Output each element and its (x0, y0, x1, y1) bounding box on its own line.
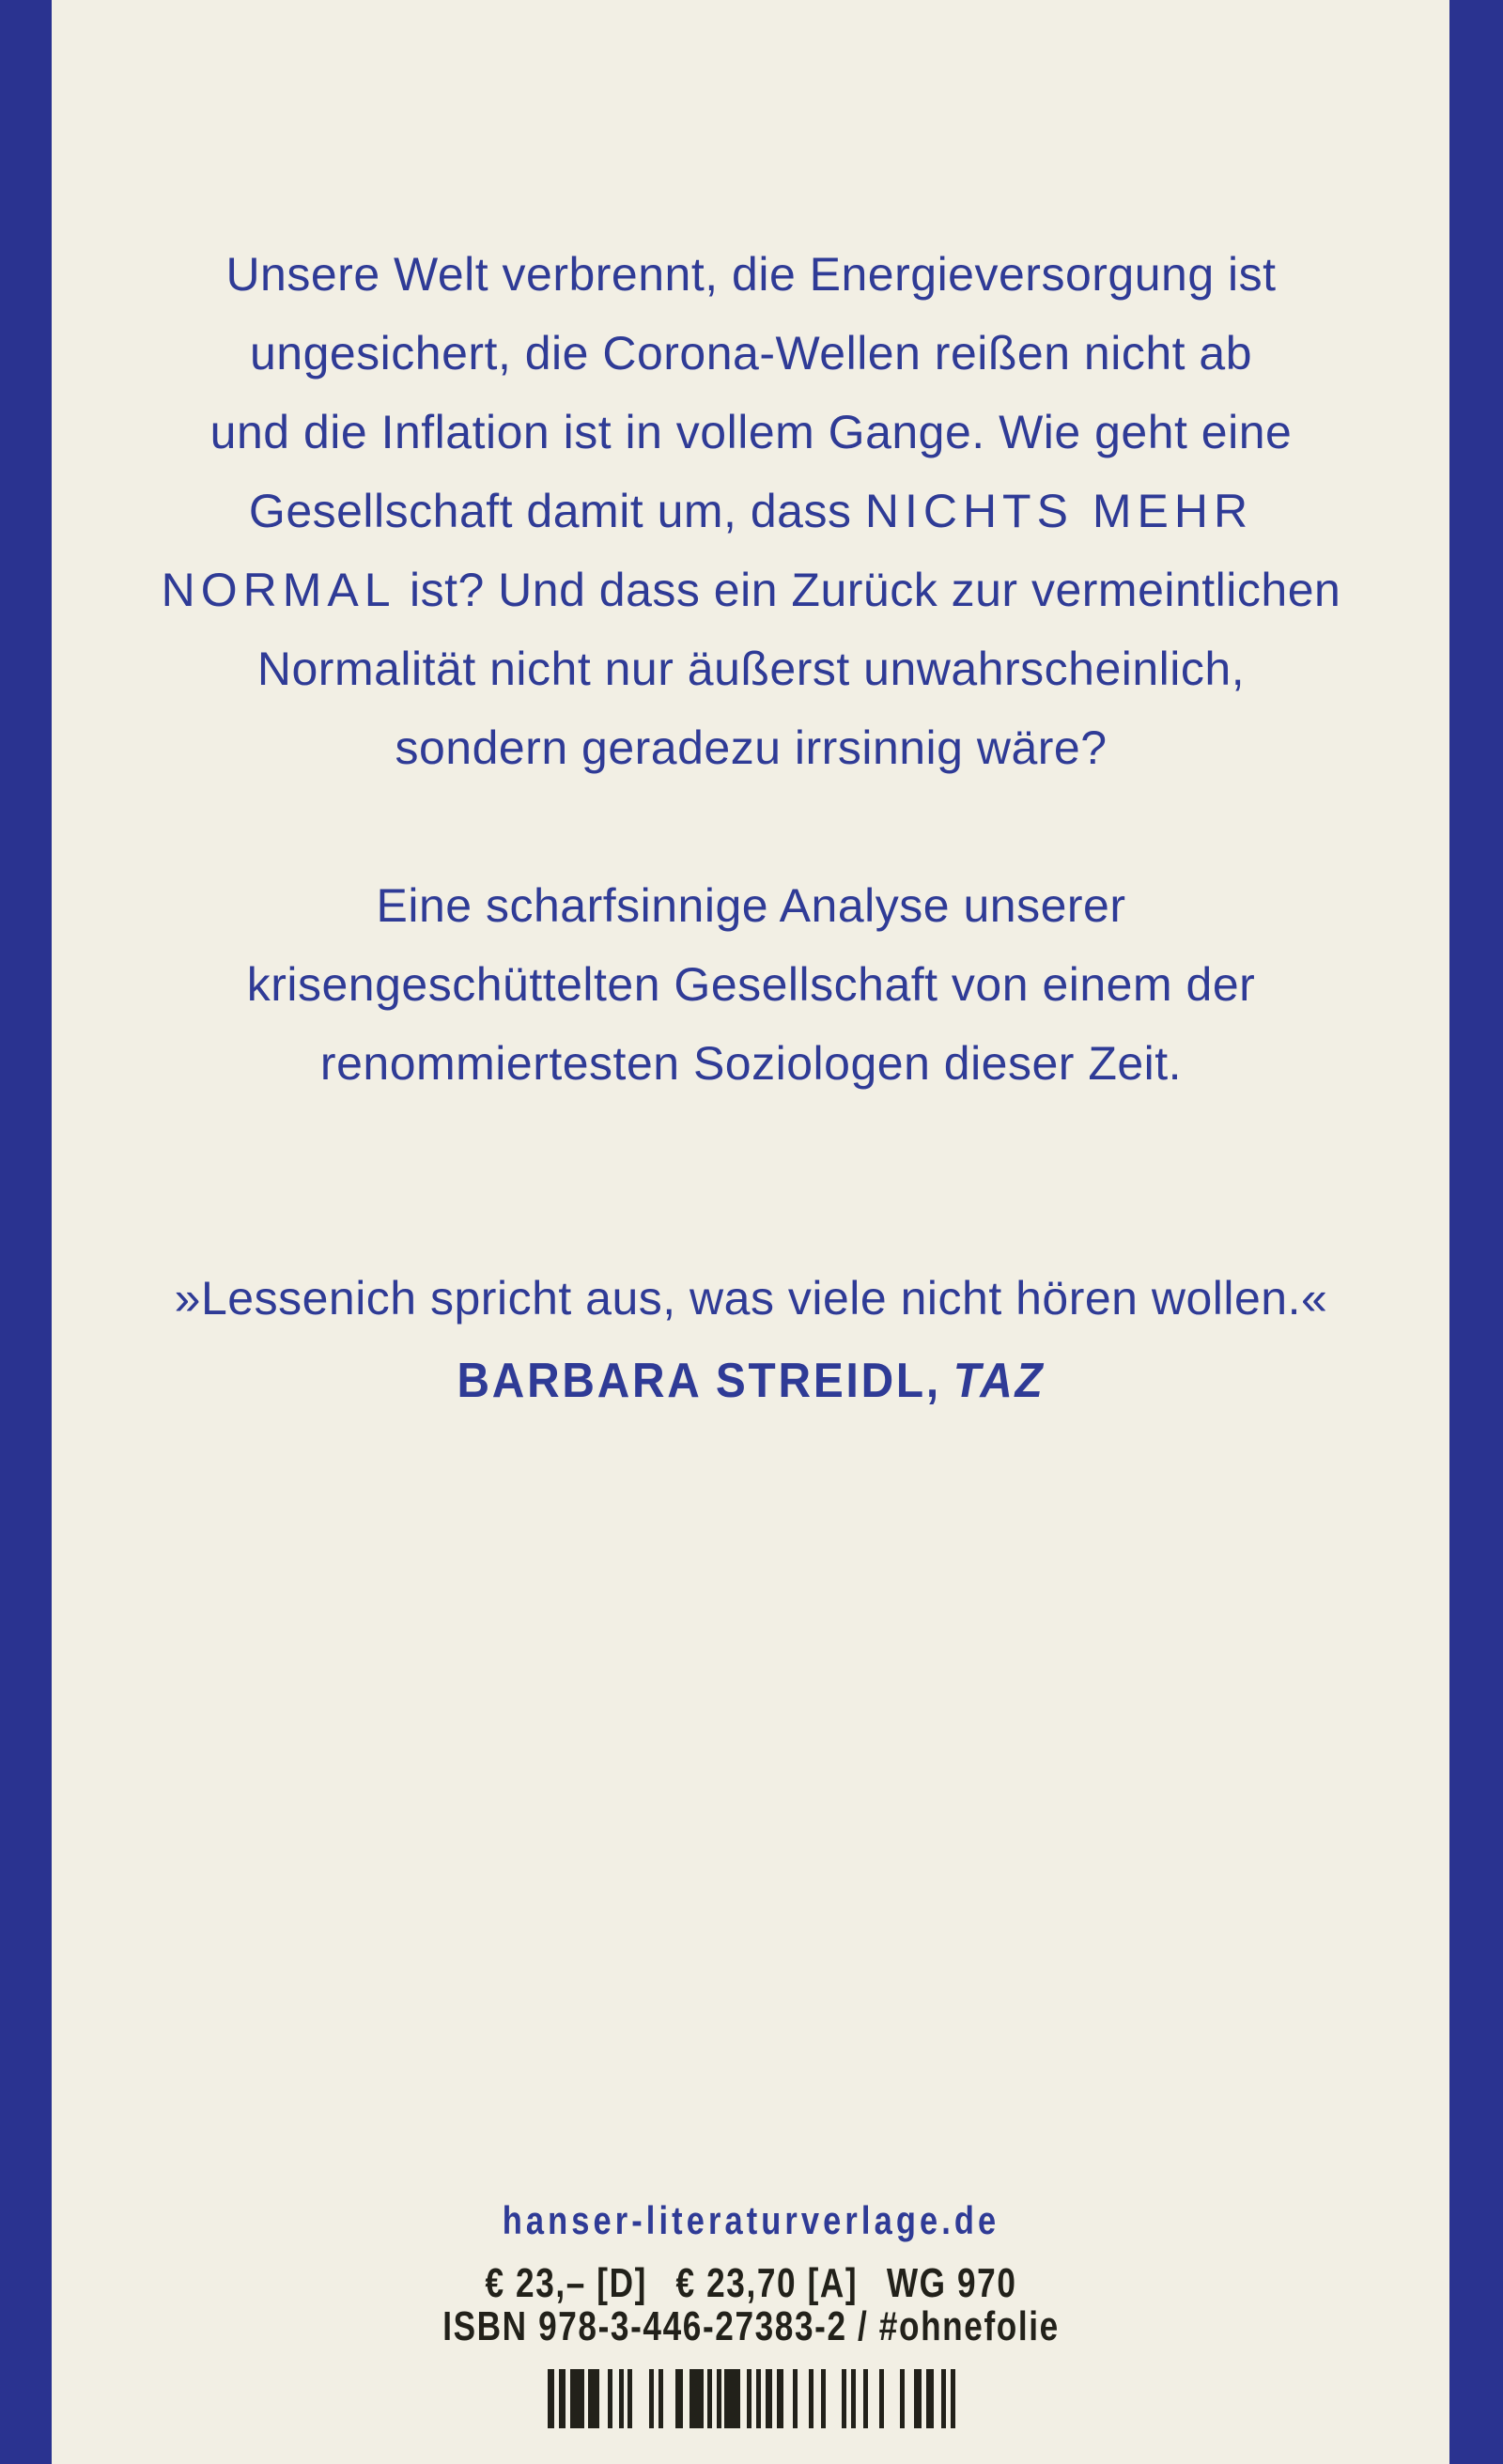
summary-line-1: Eine scharfsinnige Analyse unserer (376, 879, 1126, 932)
barcode-bar (793, 2369, 798, 2428)
price-line: € 23,– [D] € 23,70 [A] WG 970 (485, 2260, 1017, 2306)
barcode-bar (608, 2369, 612, 2428)
barcode-bar (756, 2369, 761, 2428)
isbn-line: ISBN 978-3-446-27383-2 / #ohnefolie (442, 2303, 1060, 2349)
left-border-bar (0, 0, 52, 2464)
barcode-bar (914, 2369, 922, 2428)
barcode-bar (766, 2369, 772, 2428)
barcode-bar (724, 2369, 740, 2428)
blurb-line-5-text: ist? Und dass ein Zurück zur vermeintlichen (395, 564, 1341, 616)
blurb-line-4 (53, 472, 1449, 550)
blurb-line-3: und die Inflation ist in vollem Gange. Wie geht eine (209, 406, 1293, 458)
barcode-bar (649, 2369, 654, 2428)
blurb-line-4-emphasis: NICHTS MEHR (864, 485, 1254, 537)
barcode-bar (675, 2369, 683, 2428)
barcode-bar (863, 2369, 868, 2428)
barcode-bar (879, 2369, 884, 2428)
blurb-paragraph (53, 235, 1449, 787)
blurb-line-4-text: Gesellschaft damit um, dass (248, 485, 865, 537)
barcode-bar (809, 2369, 813, 2428)
barcode-bar (747, 2369, 752, 2428)
barcode-bar (717, 2369, 721, 2428)
barcode-bar (588, 2369, 599, 2428)
barcode-bar (821, 2369, 826, 2428)
barcode-bar (951, 2369, 955, 2428)
barcode-bar (559, 2369, 566, 2428)
publisher-website-url: hanser-literaturverlage.de (502, 2198, 1000, 2242)
barcode-bar (690, 2369, 704, 2428)
summary-line-2: krisengeschüttelten Gesellschaft von einem der (246, 958, 1256, 1011)
quote-attribution-source: TAZ (953, 1354, 1046, 1408)
barcode-bar (941, 2369, 946, 2428)
barcode-bar (851, 2369, 856, 2428)
blurb-line-6: Normalität nicht nur äußerst unwahrscheinlich, (256, 643, 1246, 695)
barcode-bar (900, 2369, 905, 2428)
blurb-line-2: ungesichert, die Corona-Wellen reißen nicht ab (249, 327, 1253, 380)
quote-attribution (108, 1345, 1393, 1417)
barcode-bar (548, 2369, 554, 2428)
blurb-line-7: sondern geradezu irrsinnig wäre? (395, 721, 1108, 774)
blurb-line-5-emphasis: NORMAL (161, 564, 396, 616)
barcode-bar (570, 2369, 584, 2428)
barcode-bar (777, 2369, 783, 2428)
blurb-line-1: Unsere Welt verbrennt, die Energieversorgung ist (225, 248, 1277, 301)
barcode-bar (842, 2369, 846, 2428)
blurb-line-5 (53, 550, 1449, 629)
barcode-bar (659, 2369, 663, 2428)
barcode (53, 2369, 1449, 2428)
barcode-bar (707, 2369, 712, 2428)
barcode-bar (628, 2369, 632, 2428)
barcode-bar (926, 2369, 934, 2428)
barcode-bar (619, 2369, 624, 2428)
press-quote: »Lessenich spricht aus, was viele nicht hören wollen.« (174, 1272, 1328, 1325)
right-border-bar (1449, 0, 1503, 2464)
quote-attribution-name: BARBARA STREIDL, (457, 1354, 941, 1408)
summary-line-3: renommiertesten Soziologen dieser Zeit. (319, 1037, 1183, 1090)
summary-paragraph (53, 866, 1449, 1103)
